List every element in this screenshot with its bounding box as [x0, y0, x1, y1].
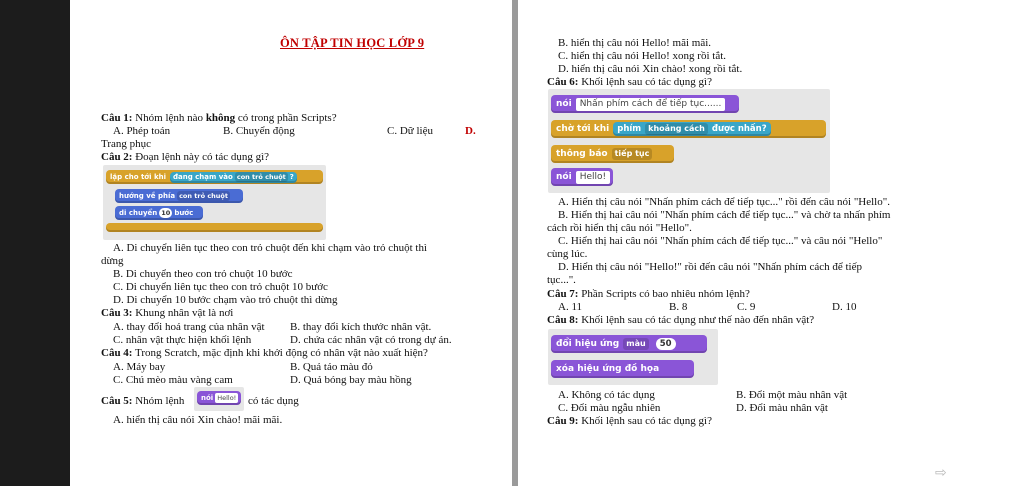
- q4-option-d: D. Quả bóng bay màu hồng: [290, 374, 412, 386]
- question-4-stem: Câu 4: Trong Scratch, mặc định khi khởi động có nhân vật nào xuất hiện?: [101, 347, 428, 359]
- question-7-stem: Câu 7: Phần Scripts có bao nhiêu nhóm lệnh?: [547, 288, 750, 300]
- broadcast-block: thông báo tiếp tục: [551, 145, 674, 163]
- q2-option-d: D. Di chuyển 10 bước chạm vào trỏ chuột thì dừng: [113, 294, 338, 306]
- q2-scratch-script: [103, 165, 326, 240]
- say-block: nói Nhấn phím cách để tiếp tục......: [551, 95, 739, 113]
- q7-option-a: A. 11: [558, 301, 583, 313]
- q1-option-d-text: Trang phục: [101, 138, 152, 150]
- question-9-stem: Câu 9: Khối lệnh sau có tác dụng gì?: [547, 415, 712, 427]
- question-3-stem: Câu 3: Khung nhân vật là nơi: [101, 307, 234, 319]
- question-5-stem-post: có tác dụng: [248, 395, 299, 407]
- q5-scratch-area: [194, 387, 244, 411]
- change-effect-block: đổi hiệu ứng màu 50: [551, 335, 707, 353]
- q1-option-d-label: D.: [465, 125, 476, 137]
- q5-option-d: D. hiển thị câu nói Xin chào! xong rồi tắt.: [558, 63, 743, 75]
- q6-option-c-line2: cùng lúc.: [547, 248, 588, 260]
- page-title: ÔN TẬP TIN HỌC LỚP 9: [280, 36, 425, 50]
- next-page-arrow-icon[interactable]: ⇨: [935, 465, 947, 481]
- move-steps-block: di chuyển 10 bước: [115, 206, 203, 220]
- key-pressed-block: phím khoảng cách được nhấn?: [613, 122, 770, 136]
- q6-option-b-line1: B. Hiển thị hai câu nói "Nhấn phím cách để tiếp tục..." và chờ ta nhấn phím: [558, 209, 891, 221]
- touching-block: đang chạm vào con trỏ chuột ?: [170, 172, 297, 183]
- q2-option-b: B. Di chuyển theo con trỏ chuột 10 bước: [113, 268, 293, 280]
- clear-effects-block: xóa hiệu ứng đồ họa: [551, 360, 694, 378]
- repeat-until-block: lặp cho tới khi đang chạm vào con trỏ chuột ?: [106, 170, 323, 184]
- q4-option-c: C. Chú mèo màu vàng cam: [113, 374, 233, 386]
- document-page-left: [70, 0, 512, 486]
- question-2-stem: Câu 2: Đoạn lệnh này có tác dụng gì?: [101, 151, 270, 163]
- q8-option-d: D. Đổi màu nhân vật: [736, 402, 828, 414]
- q8-option-a: A. Không có tác dụng: [558, 389, 655, 401]
- document-page-right: [518, 0, 960, 486]
- q3-option-c: C. nhân vật thực hiện khối lệnh: [113, 334, 252, 346]
- question-5-stem-label: Câu 5: Nhóm lệnh: [101, 395, 185, 407]
- q3-option-a: A. thay đổi hoá trang của nhân vật: [113, 321, 265, 333]
- q1-option-a: A. Phép toán: [113, 125, 171, 137]
- q1-option-c: C. Dữ liệu: [387, 125, 433, 137]
- q2-option-a-line1: A. Di chuyển liên tục theo con trỏ chuột đến khi chạm vào trỏ chuột thì: [113, 242, 428, 254]
- wait-until-block: chờ tới khi phím khoảng cách được nhấn?: [551, 120, 826, 138]
- q6-scratch-script: [548, 89, 830, 193]
- q6-option-c-line1: C. Hiển thị hai câu nói "Nhấn phím cách để tiếp tục..." và câu nói "Hello": [558, 235, 883, 247]
- q4-option-a: A. Máy bay: [113, 361, 166, 373]
- q3-option-b: B. thay đổi kích thước nhân vật.: [290, 321, 432, 333]
- q8-scratch-script: [548, 329, 718, 385]
- q6-option-b-line2: cách rồi hiển thị câu nói "Hello".: [547, 222, 692, 234]
- q5-option-c: C. hiển thị câu nói Hello! xong rồi tắt.: [558, 50, 727, 62]
- q5-option-b: B. hiển thị câu nói Hello! mãi mãi.: [558, 37, 712, 49]
- q6-option-d-line2: tục...".: [547, 274, 576, 286]
- say-hello-block-2: nói Hello!: [551, 168, 613, 186]
- point-towards-block: hướng về phía con trỏ chuột: [115, 189, 243, 203]
- question-1-stem: Câu 1: Nhóm lệnh nào không có trong phần Scripts?: [101, 112, 337, 124]
- q8-option-b: B. Đổi một màu nhân vật: [736, 389, 848, 401]
- question-8-stem: Câu 8: Khối lệnh sau có tác dụng như thế nào đến nhân vật?: [547, 314, 815, 326]
- q5-option-a: A. hiển thị câu nói Xin chào! mãi mãi.: [113, 414, 283, 426]
- say-hello-block: nói Hello!: [197, 391, 241, 405]
- repeat-until-end: [106, 223, 323, 232]
- q7-option-d: D. 10: [832, 301, 857, 313]
- right-margin: [960, 0, 1024, 486]
- q2-option-c: C. Di chuyển liên tục theo con trỏ chuột 10 bước: [113, 281, 328, 293]
- q3-option-d: D. chứa các nhân vật có trong dự án.: [290, 334, 452, 346]
- q6-option-d-line1: D. Hiển thị câu nói "Hello!" rồi đến câu nói "Nhấn phím cách để tiếp: [558, 261, 862, 273]
- q2-option-a-line2: dừng: [101, 255, 124, 267]
- q8-option-c: C. Đổi màu ngẫu nhiên: [558, 402, 661, 414]
- q6-option-a: A. Hiển thị câu nói "Nhấn phím cách để tiếp tục..." rồi đến câu nói "Hello".: [558, 196, 890, 208]
- q7-option-c: C. 9: [737, 301, 756, 313]
- q4-option-b: B. Quả táo màu đỏ: [290, 361, 373, 373]
- q7-option-b: B. 8: [669, 301, 688, 313]
- question-6-stem: Câu 6: Khối lệnh sau có tác dụng gì?: [547, 76, 712, 88]
- q1-option-b: B. Chuyển động: [223, 125, 295, 137]
